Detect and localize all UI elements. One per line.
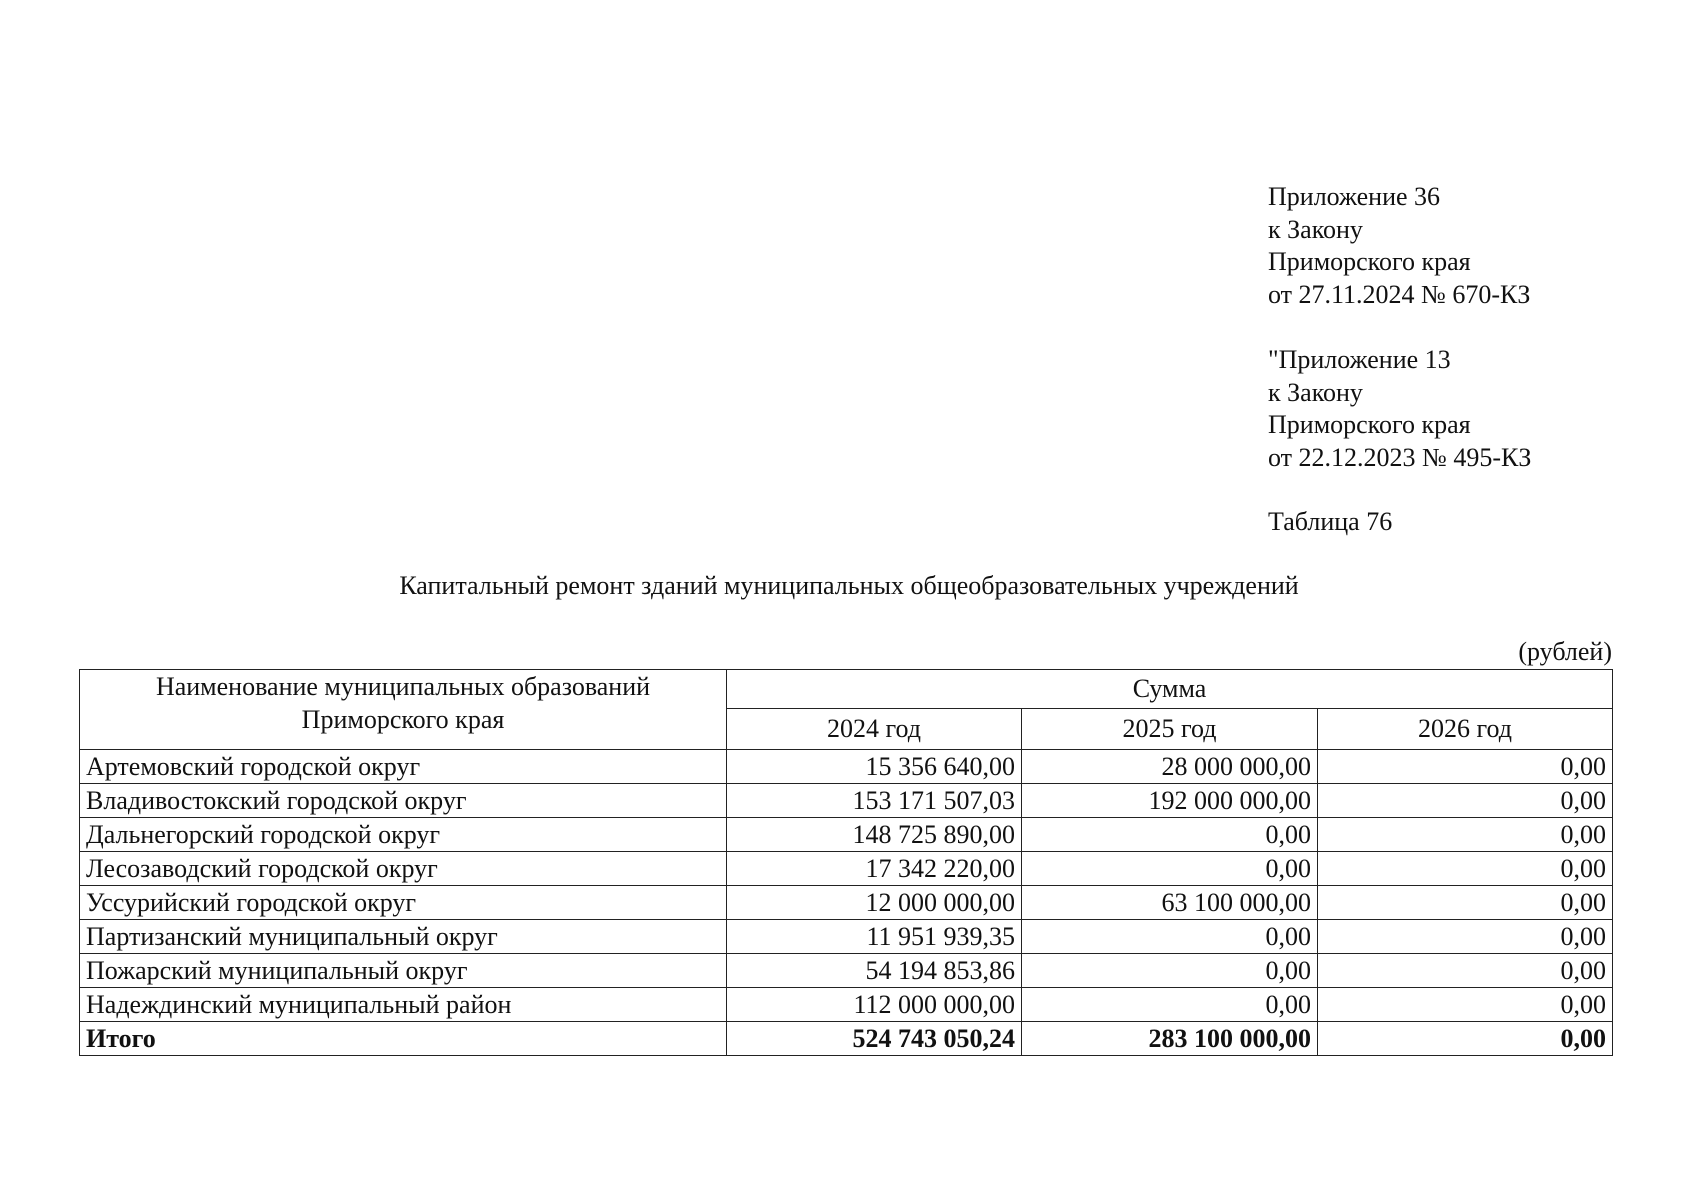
- total-row: [80, 1022, 1613, 1056]
- annex-date: от 27.11.2024 № 670-КЗ: [1268, 279, 1531, 309]
- header-municipality-line-2: Приморского края: [301, 705, 505, 734]
- table-row: [80, 852, 1613, 886]
- amount-2026: 0,00: [1318, 988, 1613, 1022]
- amount-2024: 153 171 507,03: [727, 784, 1022, 818]
- municipality-name: Партизанский муниципальный округ: [80, 920, 727, 954]
- header-year-2024: 2024 год: [727, 709, 1022, 750]
- amount-2024: 12 000 000,00: [727, 886, 1022, 920]
- annex-ref-title: "Приложение 13: [1268, 345, 1451, 374]
- amount-2025: 0,00: [1022, 988, 1318, 1022]
- municipality-name: Пожарский муниципальный округ: [80, 954, 727, 988]
- amount-2026: 0,00: [1318, 784, 1613, 818]
- total-2025: 283 100 000,00: [1022, 1022, 1318, 1056]
- header-municipality-line-1: Наименование муниципальных образований: [155, 672, 651, 701]
- annex-ref-region: Приморского края: [1268, 410, 1471, 439]
- total-2024: 524 743 050,24: [727, 1022, 1022, 1056]
- total-2026: 0,00: [1318, 1022, 1613, 1056]
- amount-2024: 11 951 939,35: [727, 920, 1022, 954]
- annex-ref-law: к Закону: [1268, 377, 1363, 407]
- amount-2026: 0,00: [1318, 750, 1613, 784]
- table-row: [80, 784, 1613, 818]
- budget-table: [79, 669, 1613, 1056]
- amount-2025: 0,00: [1022, 818, 1318, 852]
- amount-2026: 0,00: [1318, 818, 1613, 852]
- amount-2025: 63 100 000,00: [1022, 886, 1318, 920]
- amount-2024: 112 000 000,00: [727, 988, 1022, 1022]
- header-year-2025: 2025 год: [1022, 709, 1318, 750]
- table-row: [80, 920, 1613, 954]
- annex-region: Приморского края: [1268, 247, 1471, 276]
- annex-reference: [1268, 344, 1531, 474]
- table-row: [80, 818, 1613, 852]
- amount-2025: 0,00: [1022, 920, 1318, 954]
- municipality-name: Дальнегорский городской округ: [80, 818, 727, 852]
- table-row: [80, 954, 1613, 988]
- municipality-name: Уссурийский городской округ: [80, 886, 727, 920]
- amount-2025: 0,00: [1022, 852, 1318, 886]
- table-row: [80, 750, 1613, 784]
- amount-2026: 0,00: [1318, 920, 1613, 954]
- amount-2024: 148 725 890,00: [727, 818, 1022, 852]
- table-row: [80, 988, 1613, 1022]
- units-label: (рублей): [1518, 637, 1612, 666]
- header-year-2026: 2026 год: [1318, 709, 1613, 750]
- amount-2026: 0,00: [1318, 852, 1613, 886]
- amount-2024: 15 356 640,00: [727, 750, 1022, 784]
- municipality-name: Надеждинский муниципальный район: [80, 988, 727, 1022]
- amount-2024: 17 342 220,00: [727, 852, 1022, 886]
- header-sum: Сумма: [727, 670, 1613, 709]
- amount-2026: 0,00: [1318, 954, 1613, 988]
- annex-law: к Закону: [1268, 214, 1363, 244]
- annex-header: [1268, 181, 1530, 311]
- annex-title: Приложение 36: [1268, 182, 1441, 211]
- amount-2026: 0,00: [1318, 886, 1613, 920]
- table-number: Таблица 76: [1268, 507, 1393, 536]
- amount-2024: 54 194 853,86: [727, 954, 1022, 988]
- total-label: Итого: [80, 1022, 727, 1056]
- table-header-row: [80, 670, 1613, 709]
- amount-2025: 0,00: [1022, 954, 1318, 988]
- municipality-name: Артемовский городской округ: [80, 750, 727, 784]
- amount-2025: 28 000 000,00: [1022, 750, 1318, 784]
- amount-2025: 192 000 000,00: [1022, 784, 1318, 818]
- header-municipality: [80, 670, 727, 750]
- document-title: Капитальный ремонт зданий муниципальных общеобразовательных учреждений: [399, 571, 1299, 600]
- municipality-name: Лесозаводский городской округ: [80, 852, 727, 886]
- municipality-name: Владивостокский городской округ: [80, 784, 727, 818]
- table-row: [80, 886, 1613, 920]
- annex-ref-date: от 22.12.2023 № 495-КЗ: [1268, 442, 1532, 472]
